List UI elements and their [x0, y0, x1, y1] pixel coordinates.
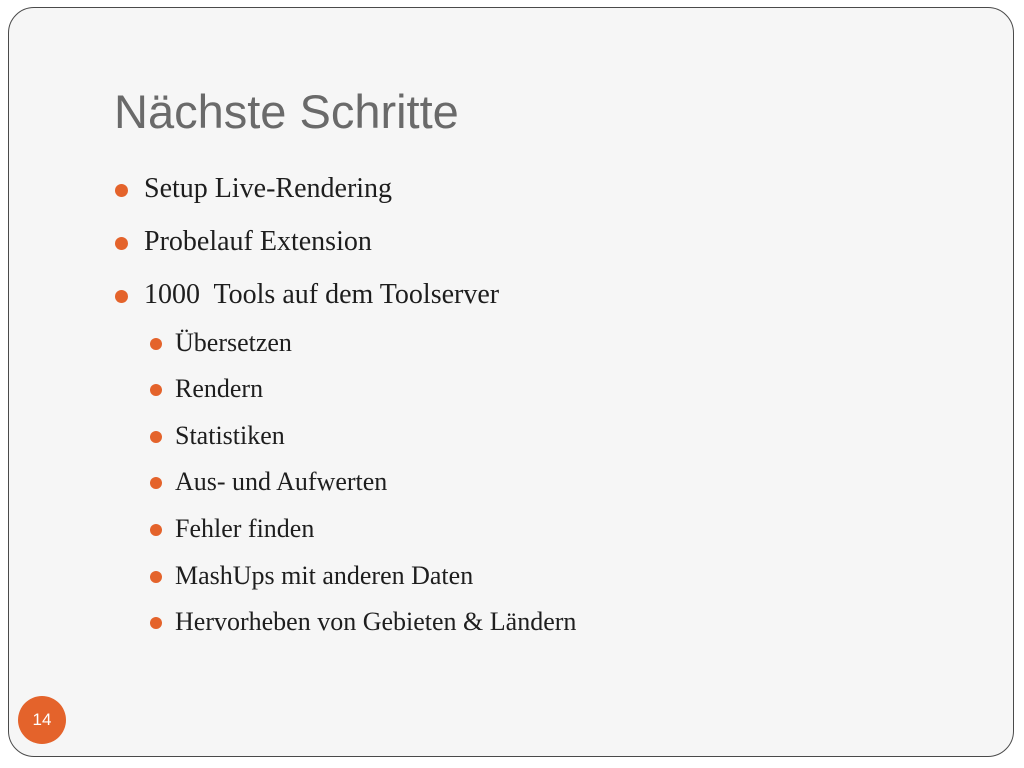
sub-bullet-text: Statistiken	[175, 421, 285, 450]
bullet-dot-icon	[115, 290, 128, 303]
bullet-dot-icon	[115, 184, 128, 197]
sub-bullet-item	[175, 328, 292, 358]
sub-bullet-text: MashUps mit anderen Daten	[175, 561, 474, 590]
sub-bullet-dot-icon	[150, 571, 162, 583]
bullet-text: Probelauf Extension	[144, 226, 372, 257]
sub-bullet-dot-icon	[150, 477, 162, 489]
sub-bullet-item	[175, 421, 285, 451]
sub-bullet-text: Rendern	[175, 374, 264, 403]
sub-bullet-dot-icon	[150, 338, 162, 350]
bullet-text: 1000 Tools auf dem Toolserver	[144, 279, 500, 310]
bullet-text: Setup Live-Rendering	[144, 173, 393, 204]
sub-bullet-text: Fehler finden	[175, 514, 315, 543]
sub-bullet-text: Übersetzen	[175, 328, 292, 357]
sub-bullet-dot-icon	[150, 431, 162, 443]
sub-bullet-item	[175, 467, 387, 497]
slide-title: Nächste Schritte	[114, 85, 459, 138]
sub-bullet-item	[175, 514, 314, 544]
sub-bullet-text: Hervorheben von Gebieten & Ländern	[175, 607, 577, 636]
sub-bullet-item	[175, 561, 473, 591]
sub-bullet-item	[175, 374, 263, 404]
bullet-item	[144, 173, 392, 205]
bullet-item	[144, 279, 499, 311]
sub-bullet-text: Aus- und Aufwerten	[175, 467, 388, 496]
sub-bullet-dot-icon	[150, 384, 162, 396]
slide-number-badge: 14	[18, 696, 66, 744]
sub-bullet-item	[175, 607, 576, 637]
sub-bullet-dot-icon	[150, 524, 162, 536]
sub-bullet-dot-icon	[150, 617, 162, 629]
bullet-item	[144, 226, 372, 258]
bullet-dot-icon	[115, 237, 128, 250]
